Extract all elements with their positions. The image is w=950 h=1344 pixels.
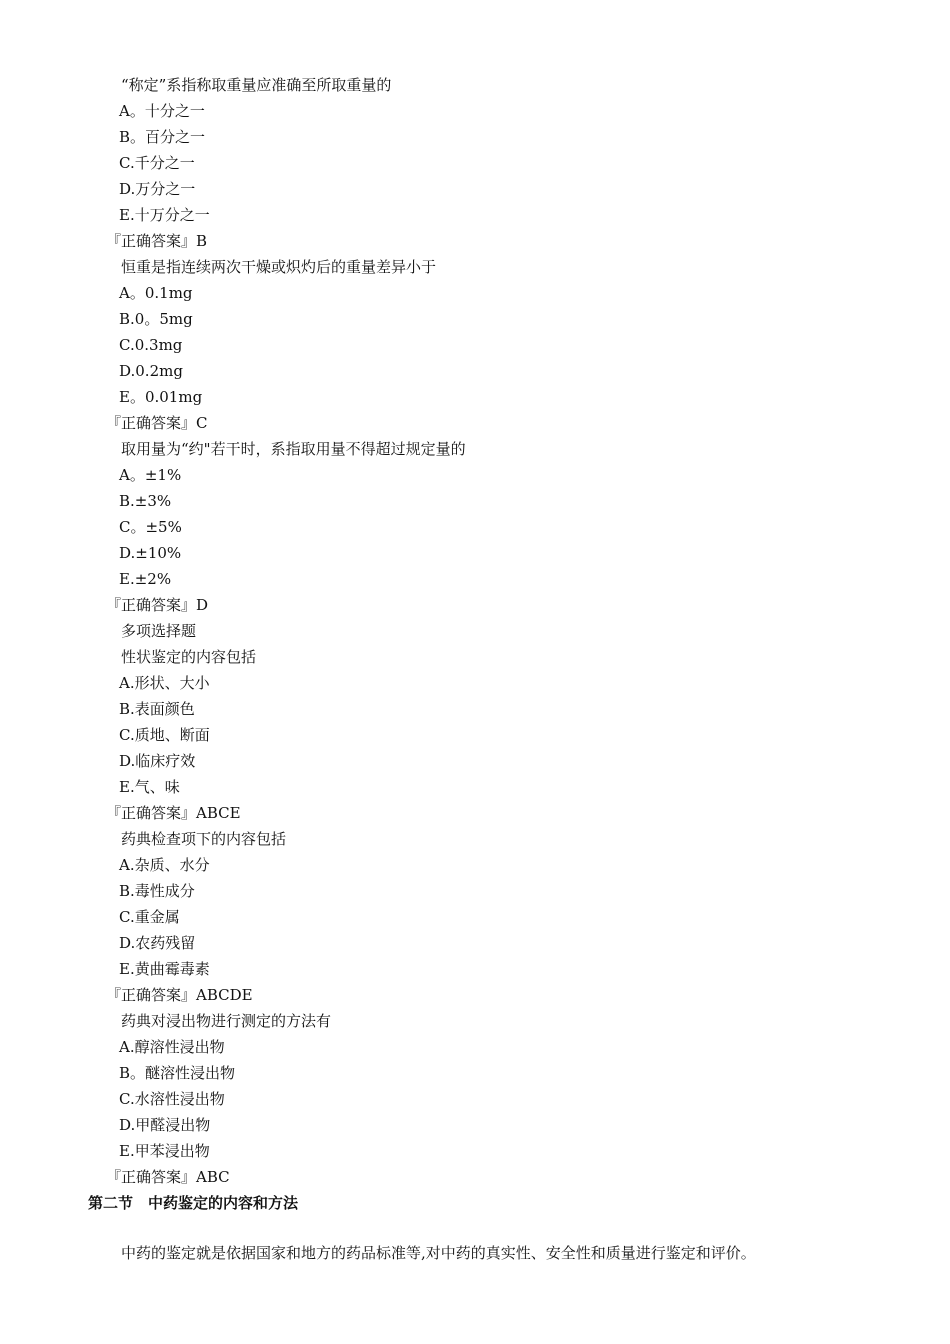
answer-option: E.黄曲霉毒素 <box>119 960 210 978</box>
answer-option: C.0.3mg <box>119 336 183 354</box>
answer-option: D.±10% <box>119 544 182 562</box>
answer-option: C.水溶性浸出物 <box>119 1090 225 1108</box>
answer-option: C.质地、断面 <box>119 726 210 744</box>
answer-option: A.形状、大小 <box>119 674 210 692</box>
answer-option: D.万分之一 <box>119 180 196 198</box>
answer-option: C.重金属 <box>119 908 180 926</box>
answer-option: E.甲苯浸出物 <box>119 1142 210 1160</box>
answer-option: A。±1% <box>119 466 182 484</box>
correct-answer: 『正确答案』D <box>106 596 209 614</box>
question-text: 多项选择题 <box>121 622 197 640</box>
answer-option: C.千分之一 <box>119 154 195 172</box>
answer-option: B.0。5mg <box>119 310 193 328</box>
answer-option: B.±3% <box>119 492 172 510</box>
correct-answer: 『正确答案』ABCDE <box>106 986 253 1004</box>
answer-option: A.醇溶性浸出物 <box>119 1038 225 1056</box>
answer-option: D.甲醛浸出物 <box>119 1116 211 1134</box>
question-text: “称定”系指称取重量应准确至所取重量的 <box>121 76 392 94</box>
question-text: 恒重是指连续两次干燥或炽灼后的重量差异小于 <box>121 258 437 276</box>
answer-option: C。±5% <box>119 518 182 536</box>
answer-option: D.农药残留 <box>119 934 196 952</box>
answer-option: A。0.1mg <box>119 284 193 302</box>
question-text: 药典对浸出物进行测定的方法有 <box>121 1012 332 1030</box>
correct-answer: 『正确答案』C <box>106 414 208 432</box>
correct-answer: 『正确答案』ABCE <box>106 804 241 822</box>
answer-option: D.临床疗效 <box>119 752 196 770</box>
answer-option: B。醚溶性浸出物 <box>119 1064 236 1082</box>
question-list <box>0 72 950 1190</box>
answer-option: D.0.2mg <box>119 362 183 380</box>
answer-option: B。百分之一 <box>119 128 206 146</box>
answer-option: E.±2% <box>119 570 172 588</box>
answer-option: B.表面颜色 <box>119 700 195 718</box>
correct-answer: 『正确答案』B <box>106 232 208 250</box>
correct-answer: 『正确答案』ABC <box>106 1168 230 1186</box>
question-text: 药典检查项下的内容包括 <box>121 830 287 848</box>
section-heading: 第二节 中药鉴定的内容和方法 <box>88 1194 299 1212</box>
answer-option: E.十万分之一 <box>119 206 210 224</box>
answer-option: E。0.01mg <box>119 388 203 406</box>
document-body <box>0 72 950 1266</box>
answer-option: B.毒性成分 <box>119 882 195 900</box>
answer-option: A.杂质、水分 <box>119 856 210 874</box>
section-paragraph: 中药的鉴定就是依据国家和地方的药品标准等,对中药的真实性、安全性和质量进行鉴定和评价。 <box>121 1244 756 1262</box>
answer-option: A。十分之一 <box>119 102 205 120</box>
question-text: 取用量为“约"若干时，系指取用量不得超过规定量的 <box>121 440 466 458</box>
answer-option: E.气、味 <box>119 778 180 796</box>
question-text: 性状鉴定的内容包括 <box>121 648 257 666</box>
